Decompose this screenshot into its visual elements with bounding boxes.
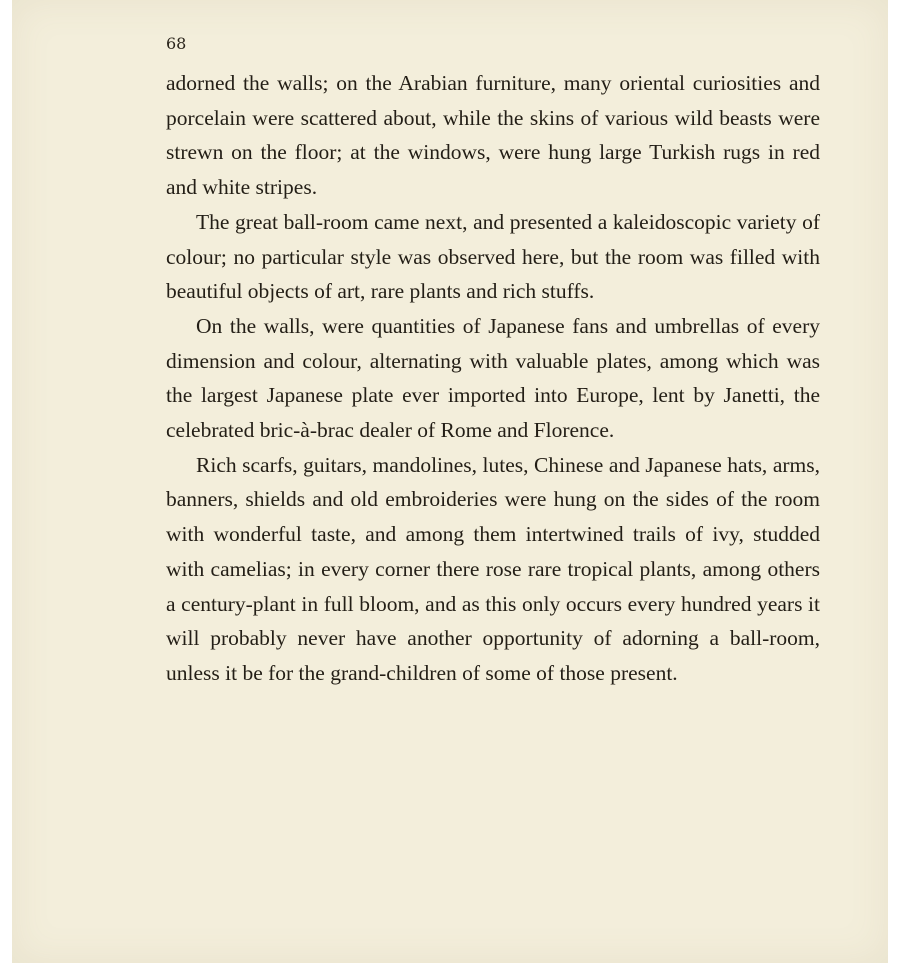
paragraph-2: The great ball-room came next, and presented a kaleidoscopic variety of colour; no particular style was observed here, but the room was filled with beautiful objects of art, rare plants and rich stuffs. (166, 209, 820, 304)
book-page (12, 0, 888, 963)
paragraph-1: adorned the walls; on the Arabian furniture, many oriental curiosities and porcelain were scattered about, while the skins of various wild beasts were strewn on the floor; at the windows, were hung large Turkish rugs in red and white stripes. (166, 71, 820, 200)
paragraph-3: On the walls, were quantities of Japanese fans and umbrellas of every dimension and colour, alternating with valuable plates, among which was the largest Japanese plate ever imported into Europe, lent by Janetti, the celebrated bric-à-brac dealer of Rome and Florence. (166, 313, 820, 443)
page-number: 68 (166, 34, 187, 53)
paragraph-4: Rich scarfs, guitars, mandolines, lutes, Chinese and Japanese hats, arms, banners, shields and old embroideries were hung on the sides of the room with wonderful taste, and among them intertwined trails of ivy, studded with camelias; in every corner there rose rare tropical plants, among others a century-plant in full bloom, and as this only occurs every hundred years it will probably never have another opportunity of adorning a ball-room, unless it be for the grand-children of some of those present. (166, 452, 820, 685)
body-text (166, 66, 820, 691)
